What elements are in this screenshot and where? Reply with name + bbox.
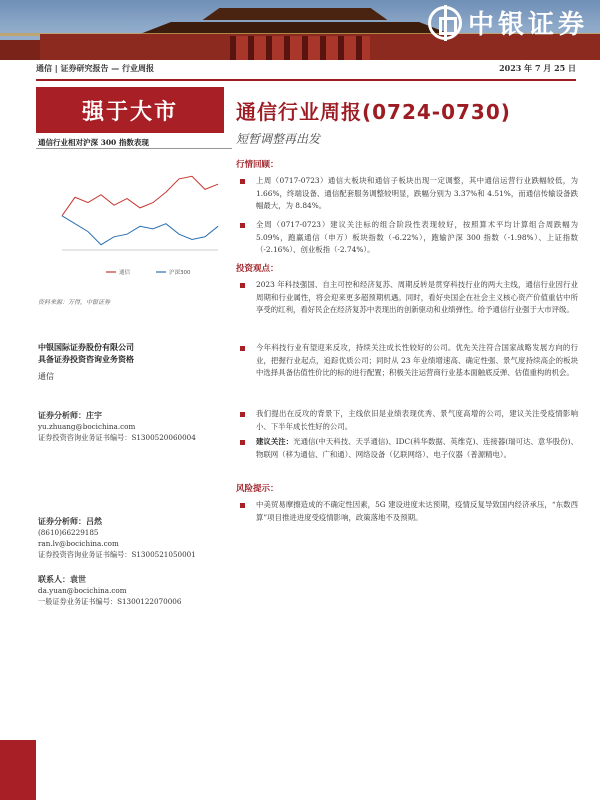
bullet-item: [240, 175, 578, 213]
contact-email[interactable]: da.yuan@bocichina.com: [38, 586, 127, 595]
footer-accent-strip: [0, 740, 36, 800]
chart-source: 资料来源：万得，中银证券: [38, 299, 111, 306]
contact-role: 联系人：袁世: [38, 574, 86, 584]
bullet-keyword: 建议关注：: [256, 437, 294, 446]
bullet-text: 2023 年科技强国、自主可控和经济复苏、周期反转是贯穿科技行业的两大主线，通信行业因行业周期和行业属性，将会迎来更多超预期机遇。同时，看好央国企在社会主义核心资产价值重估中所享受的红利，看好民企在经济复苏中表现出的创新驱动和业绩弹性。给予通信行业强于大市评级。: [256, 280, 578, 315]
bullet-icon: [240, 503, 245, 508]
series-line-0: [62, 176, 218, 216]
contact-card: [38, 574, 233, 607]
institution-qualification: 具备证券投资咨询业务资格: [38, 354, 134, 364]
analyst-phone: (8610)66229185: [38, 528, 99, 537]
rating-badge: 强于大市: [36, 87, 224, 133]
institution-info: [38, 341, 228, 383]
bullet-icon: [240, 412, 245, 417]
bullet-item: [240, 436, 578, 461]
bullet-icon: [240, 283, 245, 288]
analyst-email[interactable]: ran.lv@bocichina.com: [38, 539, 119, 548]
performance-chart: [36, 151, 232, 286]
performance-chart-svg: [36, 151, 232, 286]
institution-name: 中银国际证券股份有限公司: [38, 342, 134, 352]
legend-item: [156, 268, 191, 276]
legend-item: [106, 268, 131, 276]
bullet-icon: [240, 223, 245, 228]
contact-cert: 一般证券业务证书编号：S1300122070006: [38, 597, 182, 606]
bullet-item: [240, 219, 578, 257]
analyst-role: 证券分析师：庄宇: [38, 410, 102, 420]
analyst-cert: 证券投资咨询业务证书编号：S1300520060004: [38, 433, 196, 442]
palace-columns: [230, 36, 370, 60]
bullet-text: [256, 436, 578, 461]
header-banner: [0, 0, 600, 60]
section-heading-market-review: 行情回顾：: [236, 160, 279, 170]
bullet-text: 我们提出在反攻的背景下，主线依旧是业绩表现优秀、景气度高增的公司，建议关注受疫情影响小、下半年成长性好的公司。: [256, 409, 578, 431]
analyst-role: 证券分析师：吕然: [38, 516, 102, 526]
report-date: 2023 年 7 月 25 日: [499, 63, 576, 73]
boc-logo-icon: [428, 6, 462, 40]
bullet-item: [240, 499, 578, 524]
company-logo: [428, 4, 588, 41]
bullet-item: [240, 342, 578, 380]
bullet-body: 光通信(中天科技、天孚通信)、IDC(科华数据、英维克)、连接器(瑞可达、意华股份)、物联网（移为通信、广和通）、网络设备（亿联网络）、电子仪器（普源精电）。: [256, 437, 578, 459]
chart-title: 通信行业相对沪深 300 指数表现: [38, 138, 149, 147]
chart-title-divider: [36, 148, 232, 149]
legend-label: 通信: [119, 270, 131, 276]
logo-text: 中银证券: [467, 10, 588, 40]
institution-industry: 通信: [38, 372, 54, 381]
section-heading-risk: 风险提示：: [236, 484, 279, 494]
palace-roof-upper: [190, 8, 400, 20]
analyst-card: [38, 410, 233, 443]
analyst-email[interactable]: yu.zhuang@bocichina.com: [38, 422, 136, 431]
bullet-text: 今年科技行业有望迎来反攻，持续关注成长性较好的公司。优先关注符合国家战略发展方向的行业，把握行业起点，追踪优质公司；同时从 23 年业绩增速高、确定性强、景气度持续高企的板块中选择具备估值性价比的标的进行配置；积极关注运营商行业基本面触底反弹、估值重构的机会。: [256, 343, 578, 378]
analyst-card: [38, 516, 233, 560]
legend-label: 沪深300: [169, 270, 191, 276]
series-line-1: [62, 216, 218, 245]
bullet-icon: [240, 440, 245, 445]
report-info-bar: [36, 63, 576, 77]
bullet-item: [240, 408, 578, 433]
bullet-text: 中美贸易摩擦造成的不确定性因素，5G 建设进度未达预期，疫情反复导致国内经济承压，“东数西算”项目推进进度受疫情影响，政策落地不及预期。: [256, 500, 578, 522]
analyst-cert: 证券投资咨询业务证书编号：S1300521050001: [38, 550, 196, 559]
bullet-icon: [240, 179, 245, 184]
report-title: 通信行业周报(0724-0730): [236, 100, 511, 124]
report-category: 通信 | 证券研究报告 — 行业周报: [36, 64, 155, 73]
bullet-item: [240, 279, 578, 317]
bullet-text: 上周（0717-0723）通信大板块和通信子板块出现一定调整，其中通信运营行业跌幅较低，为 1.66%，终端设备、通信配套服务调整较明显，跌幅分别为 3.37%和 4.51%，而通信传输设备跌幅最大，为 8.84%。: [256, 176, 578, 211]
bullet-text: 全周（0717-0723）建议关注标的组合阶段性表现较好，按照算术平均计算组合周跌幅为 5.09%，跑赢通信（申万）板块指数（-6.22%），跑输沪深 300 指数（-1.98%）、上证指数（-2.16%）、创业板指（-2.74%）。: [256, 220, 578, 255]
report-subtitle: 短暂调整再出发: [236, 132, 321, 146]
section-heading-investment-view: 投资观点：: [236, 264, 279, 274]
bullet-icon: [240, 346, 245, 351]
